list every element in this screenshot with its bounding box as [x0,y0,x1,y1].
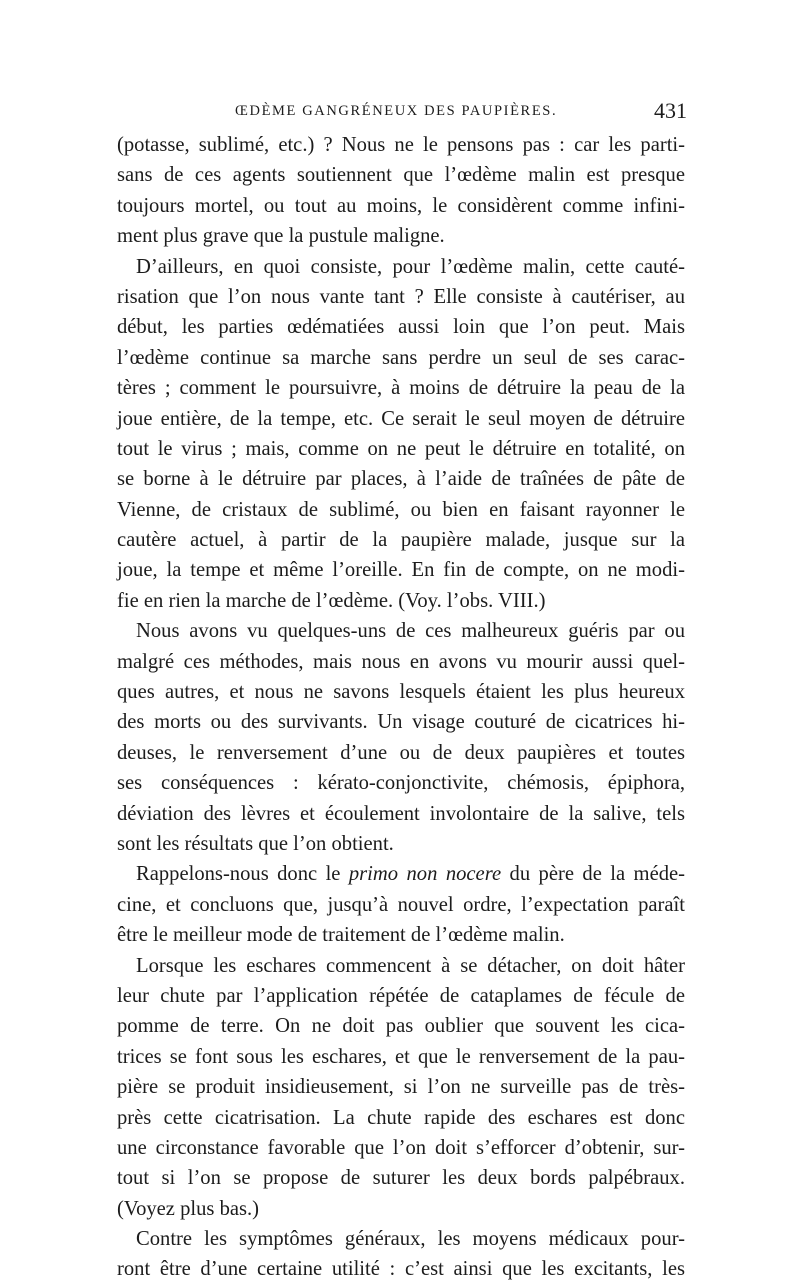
text-line: des morts ou des survivants. Un visage couturé de cicatrices hi- [117,711,685,734]
body-text [117,130,685,1285]
text-line: Vienne, de cristaux de sublimé, ou bien en faisant rayonner le [117,498,685,521]
text-line: début, les parties œdématiées aussi loin que l’on peut. Mais [117,316,685,339]
text-line: près cette cicatrisation. La chute rapide des eschares est donc [117,1106,685,1129]
text-line: trices se font sous les eschares, et que le renversement de la pau- [117,1045,685,1068]
text-line: toujours mortel, ou tout au moins, le considèrent comme infini- [117,194,685,217]
text-line: déviation des lèvres et écoulement involontaire de la salive, tels [117,802,685,825]
running-title: ŒDÈME GANGRÉNEUX DES PAUPIÈRES. [235,103,558,119]
text-line: ront être d’une certaine utilité : c’est ainsi que les excitants, les [117,1258,685,1281]
text-line: être le meilleur mode de traitement de l’œdème malin. [117,924,565,947]
text-line: joue, la tempe et même l’oreille. En fin de compte, on ne modi- [117,559,685,582]
text-line: malgré ces méthodes, mais nous en avons vu mourir aussi quel- [117,650,685,673]
text-line: tout le virus ; mais, comme on ne peut le détruire en totalité, on [117,437,685,460]
text-line: sont les résultats que l’on obtient. [117,832,394,855]
text-line: l’œdème continue sa marche sans perdre un seul de ses carac- [117,346,685,369]
text-segment: du père de la méde- [501,863,686,886]
text-line: tout si l’on se propose de suturer les deux bords palpébraux. [117,1167,685,1190]
text-line: joue entière, de la tempe, etc. Ce serait le seul moyen de détruire [117,407,685,430]
text-line: Contre les symptômes généraux, les moyens médicaux pour- [136,1228,685,1251]
text-line: leur chute par l’application répétée de cataplames de fécule de [117,984,685,1007]
text-line: pière se produit insidieusement, si l’on ne surveille pas de très- [117,1076,685,1099]
text-line: risation que l’on nous vante tant ? Elle consiste à cautériser, au [117,285,685,308]
text-line: Lorsque les eschares commencent à se détacher, on doit hâter [136,954,685,977]
text-line: (potasse, sublimé, etc.) ? Nous ne le pensons pas : car les parti- [117,134,685,156]
text-line-with-italic [117,859,685,889]
text-line: tères ; comment le poursuivre, à moins de détruire la peau de la [117,377,685,400]
text-line: (Voyez plus bas.) [117,1197,260,1220]
page-number: 431 [654,98,687,123]
text-line: deuses, le renversement d’une ou de deux paupières et toutes [117,741,685,764]
running-head [120,98,687,127]
text-line: pomme de terre. On ne doit pas oublier que souvent les cica- [117,1015,685,1038]
text-line: une circonstance favorable que l’on doit s’efforcer d’obtenir, sur- [117,1136,685,1159]
text-line: sans de ces agents soutiennent que l’œdème malin est presque [117,164,685,187]
text-line: ques autres, et nous ne savons lesquels étaient les plus heureux [117,681,685,704]
text-line: ses conséquences : kérato-conjonctivite, chémosis, épiphora, [117,772,685,795]
text-line: D’ailleurs, en quoi consiste, pour l’œdème malin, cette cauté- [136,255,685,278]
text-line: se borne à le détruire par places, à l’aide de traînées de pâte de [117,468,685,491]
text-line: cine, et concluons que, jusqu’à nouvel ordre, l’expectation paraît [117,893,685,916]
text-line: ment plus grave que la pustule maligne. [117,225,445,248]
text-line: Nous avons vu quelques-uns de ces malheureux guéris par ou [136,620,685,643]
latin-maxim: primo non nocere [348,863,502,886]
text-line: cautère actuel, à partir de la paupière malade, jusque sur la [117,529,685,552]
text-segment: Rappelons-nous donc le [136,863,349,886]
text-line: fie en rien la marche de l’œdème. (Voy. l’obs. VIII.) [117,589,546,612]
